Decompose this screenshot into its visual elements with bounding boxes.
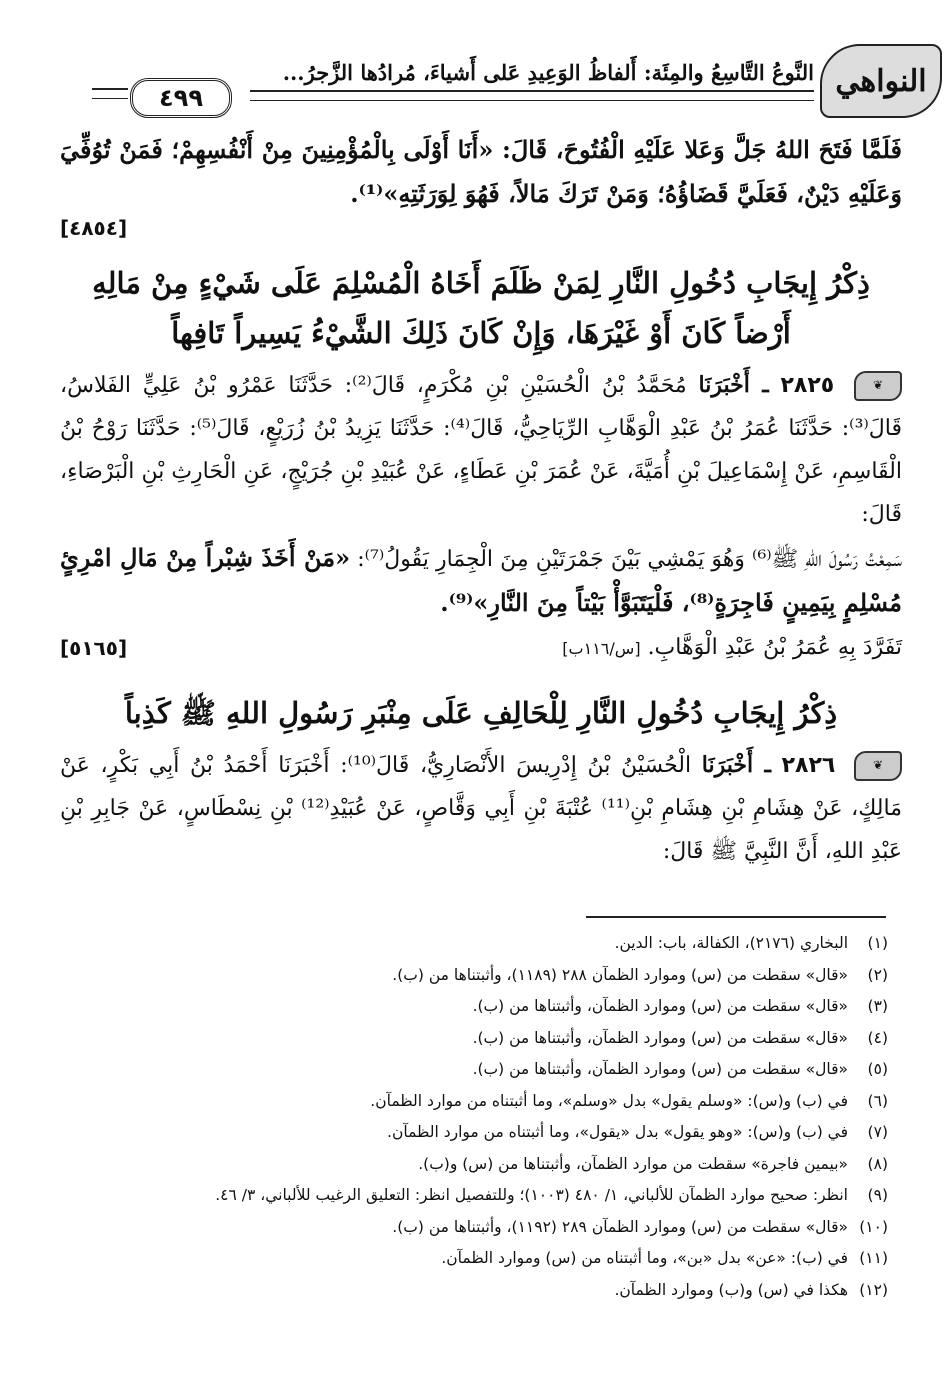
footnote: (٩)انظر: صحيح موارد الظمآن للألباني، ١/ ٤٨٠ (١٠٠٣)؛ وللتفصيل انظر: التعليق الرغيب للألباني، ٣/ ٤٦. [215, 1186, 888, 1204]
hadith-marker-icon: ❦ [854, 371, 902, 401]
matn-text: «مَنْ أَخَذَ شِبْراً مِنْ مَالِ امْرِئٍ مُسْلِمٍ بِيَمِينٍ فَاجِرَةٍ⁽⁸⁾، فَلْيَتَبَوَّأْ بَيْتاً مِنَ النَّارِ»⁽⁹⁾. [60, 543, 902, 617]
footnote: (٨)«بيمين فاجرة» سقطت من موارد الظمآن، وأثبتناها من (س) و(ب). [418, 1154, 888, 1173]
intro-paragraph: فَلَمَّا فَتَحَ اللهُ جَلَّ وَعَلا عَلَيْهِ الْفُتُوحَ، قَالَ: «أَنَا أَوْلَى بِالْمُؤْمِنِينَ مِنْ أَنْفُسِهِمْ؛ فَمَنْ تُوُفِّيَ وَعَلَيْهِ دَيْنٌ، فَعَلَيَّ قَضَاؤُهُ؛ وَمَنْ تَرَكَ مَالاً، فَهُوَ لِوَرَثَتِهِ»⁽¹⁾. [60, 135, 902, 208]
chapter-heading-2: ذِكْرُ إِيجَابِ دُخُولِ النَّارِ لِلْحَالِفِ عَلَى مِنْبَرِ رَسُولِ اللهِ ﷺ كَذِباً [124, 696, 838, 730]
chapter-badge [820, 44, 942, 118]
chapter-badge-label: النواهي [835, 63, 927, 99]
matn-intro: سَمِعْتُ رَسُولَ اللهِ ﷺ⁽⁶⁾ وَهُوَ يَمْشِي بَيْنَ جَمْرَتَيْنِ مِنَ الْجِمَارِ يَقُولُ⁽⁷⁾: [357, 547, 903, 572]
footnote: (٢)«قال» سقطت من (س) وموارد الظمآن ٢٨٨ (١١٨٩)، وأثبتناها من (ب). [392, 965, 888, 984]
footnotes [60, 928, 888, 1306]
hadith-isnad: مُحَمَّدُ بْنُ الْحُسَيْنِ بْنِ مُكْرَمٍ، قَالَ⁽²⁾: حَدَّثَنَا عَمْرُو بْنُ عَلِيٍّ الفَلاسُ، قَالَ⁽³⁾: حَدَّثَنَا عُمَرُ بْنُ عَبْدِ الْوَهَّابِ الرِّيَاحِيُّ، قَالَ⁽⁴⁾: حَدَّثَنَا يَزِيدُ بْنُ زُرَيْعٍ، قَالَ⁽⁵⁾: حَدَّثَنَا رَوْحُ بْنُ الْقَاسِمِ، عَنْ إِسْمَاعِيلَ بْنِ أُمَيَّةَ، عَنْ عُمَرَ بْنِ عَطَاءٍ، عَنْ عُبَيْدِ بْنِ جُرَيْجٍ، عَنِ الْحَارِثِ بْنِ الْبَرْصَاءِ، قَالَ: [60, 373, 903, 527]
footnote-divider [586, 916, 886, 918]
footnote: (٤)«قال» سقطت من (س) وموارد الظمآن، وأثبتناها من (ب). [472, 1028, 888, 1047]
intro-ref: [٤٨٥٤] [60, 216, 128, 240]
page-number-rule [92, 88, 128, 99]
hadith-number: ٢٨٢٥ [780, 373, 835, 398]
footnote: (١١)في (ب): «عن» بدل «بن»، وما أثبتناه من (س) وموارد الظمآن. [441, 1249, 888, 1267]
footnote: (٦)في (ب) و(س): «وسلم يقول» بدل «وسلم»، وما أثبتناه من موارد الظمآن. [370, 1091, 888, 1110]
page-number: ٤٩٩ [130, 78, 232, 118]
manuscript-ref: [س/١١٦ب] [562, 639, 641, 658]
hadith-marker-icon: ❦ [854, 751, 902, 781]
footnote: (٣)«قال» سقطت من (س) وموارد الظمآن، وأثبتناها من (ب). [472, 997, 888, 1015]
footnote: (١٢)هكذا في (س) و(ب) وموارد الظمآن. [614, 1280, 888, 1299]
hadith-2826-isnad: ❦ ٢٨٢٦ ـ أَخْبَرَنَا الْحُسَيْنُ بْنُ إِدْرِيسَ الأَنْصَارِيُّ، قَالَ⁽¹⁰⁾: أَخْبَرَنَا أَحْمَدُ بْنُ أَبِي بَكْرٍ، عَنْ مَالِكٍ، عَنْ هِشَامِ بْنِ هِشَامِ بْنِ⁽¹¹⁾ عُتْبَةَ بْنِ أَبِي وَقَّاصٍ، عَنْ عُبَيْدِ⁽¹²⁾ بْنِ نِسْطَاسٍ، عَنْ جَابِرِ بْنِ عَبْدِ اللهِ، أَنَّ النَّبِيَّ ﷺ قَالَ: [60, 752, 902, 864]
footnote: (١)البخاري (٢١٧٦)، الكفالة، باب: الدين. [614, 934, 888, 952]
hadith-number: ٢٨٢٦ [781, 753, 836, 778]
hadith-isnad: الْحُسَيْنُ بْنُ إِدْرِيسَ الأَنْصَارِيُّ، قَالَ⁽¹⁰⁾: أَخْبَرَنَا أَحْمَدُ بْنُ أَبِي بَكْرٍ، عَنْ مَالِكٍ، عَنْ هِشَامِ بْنِ هِشَامِ بْنِ⁽¹¹⁾ عُتْبَةَ بْنِ أَبِي وَقَّاصٍ، عَنْ عُبَيْدِ⁽¹²⁾ بْنِ نِسْطَاسٍ، عَنْ جَابِرِ بْنِ عَبْدِ اللهِ، أَنَّ النَّبِيَّ ﷺ قَالَ: [60, 753, 902, 864]
hadith-ref: [٥١٦٥] [60, 635, 128, 660]
footnote: (٥)«قال» سقطت من (س) وموارد الظمآن، وأثبتناها من (ب). [472, 1060, 888, 1078]
chapter-heading-1: ذِكْرُ إِيجَابِ دُخُولِ النَّارِ لِمَنْ ظَلَمَ أَخَاهُ الْمُسْلِمَ عَلَى شَيْءٍ مِنْ مَالِهِ أَرْضاً كَانَ أَوْ غَيْرَهَا، وَإِنْ كَانَ ذَلِكَ الشَّيْءُ يَسِيراً تَافِهاً [92, 266, 870, 350]
akhbarana-word: أَخْبَرَنَا [698, 372, 750, 398]
intro-ref-line [60, 216, 902, 240]
hadith-note: تَفَرَّدَ بِهِ عُمَرُ بْنُ عَبْدِ الْوَهَّابِ. [647, 635, 902, 660]
hadith-2825-matn [60, 536, 902, 626]
main-text [60, 128, 902, 873]
hadith-2825-isnad: ❦ ٢٨٢٥ ـ أَخْبَرَنَا مُحَمَّدُ بْنُ الْحُسَيْنِ بْنِ مُكْرَمٍ، قَالَ⁽²⁾: حَدَّثَنَا عَمْرُو بْنُ عَلِيٍّ الفَلاسُ، قَالَ⁽³⁾: حَدَّثَنَا عُمَرُ بْنُ عَبْدِ الْوَهَّابِ الرِّيَاحِيُّ، قَالَ⁽⁴⁾: حَدَّثَنَا يَزِيدُ بْنُ زُرَيْعٍ، قَالَ⁽⁵⁾: حَدَّثَنَا رَوْحُ بْنُ الْقَاسِمِ، عَنْ إِسْمَاعِيلَ بْنِ أُمَيَّةَ، عَنْ عُمَرَ بْنِ عَطَاءٍ، عَنْ عُبَيْدِ بْنِ جُرَيْجٍ، عَنِ الْحَارِثِ بْنِ الْبَرْصَاءِ، قَالَ: [60, 372, 903, 527]
footnote: (١٠)«قال» سقطت من (س) وموارد الظمآن ٢٨٩ (١١٩٢)، وأثبتناها من (ب). [392, 1217, 888, 1236]
page-header [70, 38, 942, 122]
hadith-2825-note-line [60, 626, 902, 670]
running-title: النَّوعُ التَّاسِعُ والمِئَة: أَلفاظُ الوَعِيدِ عَلى أَشياءَ، مُرادُها الزَّجرُ... [282, 60, 814, 85]
header-rule [250, 90, 814, 101]
footnote: (٧)في (ب) و(س): «وهو يقول» بدل «يقول»، وما أثبتناه من موارد الظمآن. [387, 1123, 888, 1141]
akhbarana-word: أَخْبَرَنَا [701, 752, 754, 778]
